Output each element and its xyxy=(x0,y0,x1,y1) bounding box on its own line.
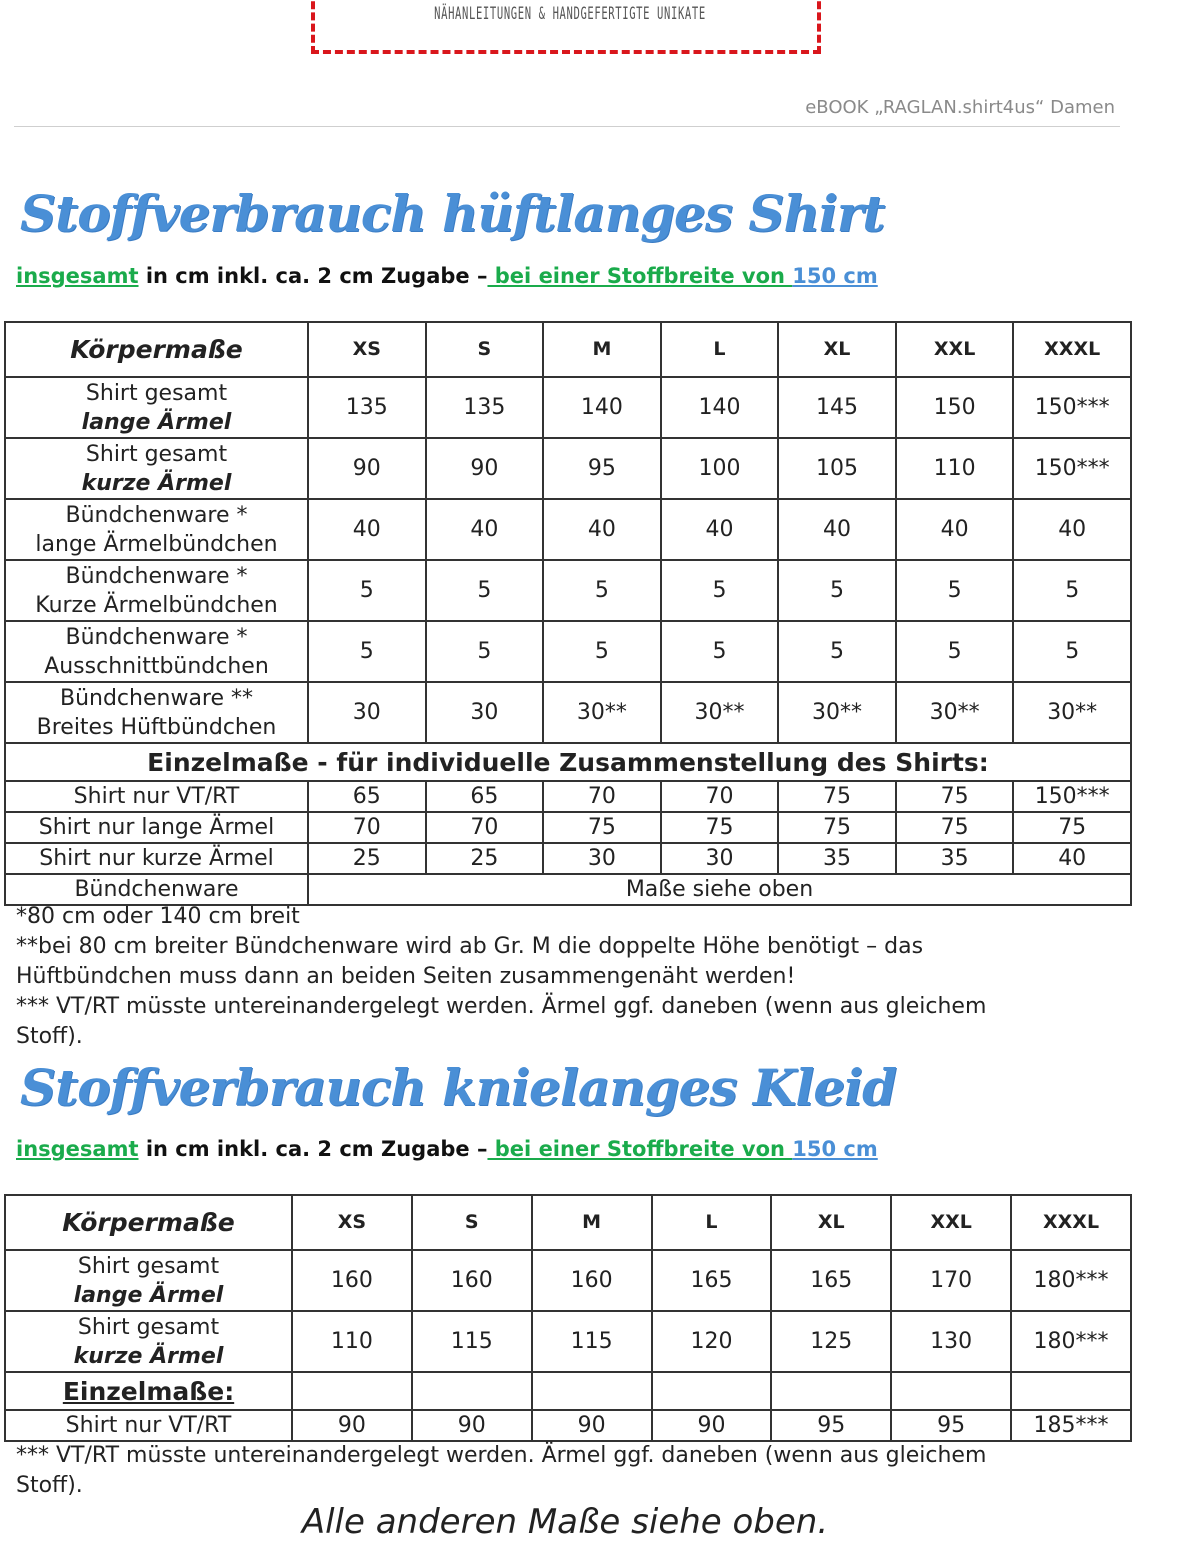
size-header: XXL xyxy=(891,1195,1011,1250)
row-label-line2: Ausschnittbündchen xyxy=(44,653,269,679)
row-label-line1: Shirt gesamt xyxy=(85,441,228,467)
table-cell: 125 xyxy=(771,1311,891,1372)
table-cell: 185*** xyxy=(1011,1410,1131,1441)
merged-cell: Maße siehe oben xyxy=(308,874,1131,905)
table-cell: 75 xyxy=(661,812,779,843)
row-label xyxy=(5,377,308,438)
row-label xyxy=(5,499,308,560)
table-cell: 75 xyxy=(896,812,1014,843)
section2-title: Stoffverbrauch knielanges Kleid xyxy=(20,1058,897,1117)
row-label-line1: Bündchenware * xyxy=(65,624,248,650)
section2-subtitle xyxy=(16,1137,878,1161)
table-cell: 75 xyxy=(778,781,896,812)
row-label: Shirt nur kurze Ärmel xyxy=(5,843,308,874)
table-cell: 70 xyxy=(426,812,544,843)
size-header: XS xyxy=(308,322,426,377)
table-cell: 40 xyxy=(308,499,426,560)
table-cell: 35 xyxy=(778,843,896,874)
table-cell: 5 xyxy=(778,621,896,682)
subtitle-width-value: 150 cm xyxy=(792,1137,878,1161)
header-divider xyxy=(14,126,1120,127)
ebook-title: eBOOK „RAGLAN.shirt4us“ Damen xyxy=(805,97,1115,118)
row-label-line1: Shirt gesamt xyxy=(77,1314,220,1340)
table-cell: 65 xyxy=(426,781,544,812)
size-header: XXXL xyxy=(1013,322,1131,377)
table-row xyxy=(5,874,1131,905)
table-cell: 90 xyxy=(308,438,426,499)
empty-cell xyxy=(652,1372,772,1410)
table-cell: 90 xyxy=(292,1410,412,1441)
table-cell: 30 xyxy=(661,843,779,874)
table-row xyxy=(5,1311,1131,1372)
table-row xyxy=(5,682,1131,743)
table-cell: 115 xyxy=(532,1311,652,1372)
row-label-line2: Breites Hüftbündchen xyxy=(36,714,277,740)
empty-cell xyxy=(1011,1372,1131,1410)
note-line: *80 cm oder 140 cm breit xyxy=(16,904,300,929)
size-header: M xyxy=(532,1195,652,1250)
table-cell: 110 xyxy=(292,1311,412,1372)
table-row xyxy=(5,560,1131,621)
subtitle-unit-note: in cm inkl. ca. 2 cm Zugabe – xyxy=(138,1137,488,1161)
table-cell: 75 xyxy=(543,812,661,843)
table-cell: 145 xyxy=(778,377,896,438)
table-cell: 35 xyxy=(896,843,1014,874)
size-header: L xyxy=(652,1195,772,1250)
table-cell: 70 xyxy=(543,781,661,812)
section1-subtitle xyxy=(16,264,878,288)
table-row xyxy=(5,812,1131,843)
table-cell: 180*** xyxy=(1011,1311,1131,1372)
fabric-table-dress xyxy=(4,1194,1132,1442)
table-cell: 165 xyxy=(652,1250,772,1311)
note-line: *** VT/RT müsste untereinandergelegt werden. Ärmel ggf. daneben (wenn aus gleichem xyxy=(16,1443,987,1468)
row-label-line2: lange Ärmel xyxy=(73,1282,224,1308)
single-measure-header-row xyxy=(5,743,1131,781)
size-header: XS xyxy=(292,1195,412,1250)
table-cell: 5 xyxy=(896,621,1014,682)
table-row xyxy=(5,1410,1131,1441)
table-cell: 40 xyxy=(661,499,779,560)
row-label-line1: Shirt gesamt xyxy=(77,1253,220,1279)
table-cell: 75 xyxy=(1013,812,1131,843)
table-cell: 40 xyxy=(1013,499,1131,560)
subtitle-unit-note: in cm inkl. ca. 2 cm Zugabe – xyxy=(138,264,488,288)
table-cell: 150*** xyxy=(1013,438,1131,499)
empty-cell xyxy=(292,1372,412,1410)
table-row xyxy=(5,377,1131,438)
row-label xyxy=(5,682,308,743)
size-header: XL xyxy=(778,322,896,377)
table-cell: 40 xyxy=(778,499,896,560)
size-header: S xyxy=(412,1195,532,1250)
note-line: Stoff). xyxy=(16,1473,83,1498)
table-cell: 30 xyxy=(426,682,544,743)
table-row xyxy=(5,621,1131,682)
table-cell: 95 xyxy=(543,438,661,499)
row-label: Bündchenware xyxy=(5,874,308,905)
row-label-line1: Bündchenware ** xyxy=(59,685,254,711)
single-measure-heading: Einzelmaße: xyxy=(5,1372,292,1410)
subtitle-width-note: bei einer Stoffbreite von xyxy=(487,264,793,288)
row-label-line2: lange Ärmelbündchen xyxy=(35,531,278,557)
table-row xyxy=(5,499,1131,560)
row-label xyxy=(5,1250,292,1311)
table-row xyxy=(5,1250,1131,1311)
table-cell: 5 xyxy=(661,560,779,621)
row-label-line1: Bündchenware * xyxy=(65,502,248,528)
single-measure-heading: Einzelmaße - für individuelle Zusammenstellung des Shirts: xyxy=(5,743,1131,781)
section2-notes xyxy=(16,1441,1116,1501)
table-cell: 30 xyxy=(308,682,426,743)
section1-notes xyxy=(16,902,1116,1052)
table-cell: 95 xyxy=(891,1410,1011,1441)
table-cell: 135 xyxy=(426,377,544,438)
table-cell: 5 xyxy=(543,560,661,621)
table-cell: 25 xyxy=(308,843,426,874)
table-cell: 5 xyxy=(543,621,661,682)
table-cell: 5 xyxy=(426,560,544,621)
table-cell: 5 xyxy=(778,560,896,621)
table-cell: 170 xyxy=(891,1250,1011,1311)
closing-note: Alle anderen Maße siehe oben. xyxy=(301,1502,829,1542)
single-measure-header-row xyxy=(5,1372,1131,1410)
table-cell: 150*** xyxy=(1013,781,1131,812)
fabric-table-shirt xyxy=(4,321,1132,906)
row-label-line2: kurze Ärmel xyxy=(81,470,232,496)
size-header: L xyxy=(661,322,779,377)
table-cell: 30** xyxy=(1013,682,1131,743)
row-label xyxy=(5,560,308,621)
table-cell: 5 xyxy=(1013,621,1131,682)
subtitle-width-value: 150 cm xyxy=(792,264,878,288)
body-measure-label: Körpermaße xyxy=(5,1195,292,1250)
row-label: Shirt nur VT/RT xyxy=(5,781,308,812)
note-line: Hüftbündchen muss dann an beiden Seiten zusammengenäht werden! xyxy=(16,964,796,989)
size-header: XXXL xyxy=(1011,1195,1131,1250)
row-label xyxy=(5,1311,292,1372)
size-header-row xyxy=(5,1195,1131,1250)
empty-cell xyxy=(532,1372,652,1410)
table-cell: 160 xyxy=(412,1250,532,1311)
table-cell: 40 xyxy=(426,499,544,560)
row-label xyxy=(5,621,308,682)
table-cell: 95 xyxy=(771,1410,891,1441)
table-cell: 75 xyxy=(778,812,896,843)
table-cell: 140 xyxy=(543,377,661,438)
table-cell: 5 xyxy=(308,560,426,621)
table-cell: 70 xyxy=(308,812,426,843)
note-line: **bei 80 cm breiter Bündchenware wird ab Gr. M die doppelte Höhe benötigt – das xyxy=(16,934,924,959)
empty-cell xyxy=(771,1372,891,1410)
table-cell: 165 xyxy=(771,1250,891,1311)
table-cell: 90 xyxy=(412,1410,532,1441)
table-cell: 70 xyxy=(661,781,779,812)
table-cell: 40 xyxy=(543,499,661,560)
table-cell: 90 xyxy=(426,438,544,499)
table-cell: 40 xyxy=(1013,843,1131,874)
table-cell: 140 xyxy=(661,377,779,438)
size-header: XL xyxy=(771,1195,891,1250)
table-cell: 5 xyxy=(1013,560,1131,621)
section1-title: Stoffverbrauch hüftlanges Shirt xyxy=(20,184,885,243)
table-cell: 160 xyxy=(532,1250,652,1311)
table-cell: 90 xyxy=(532,1410,652,1441)
row-label-line2: kurze Ärmel xyxy=(73,1343,224,1369)
table-cell: 100 xyxy=(661,438,779,499)
table-cell: 180*** xyxy=(1011,1250,1131,1311)
row-label-line1: Shirt gesamt xyxy=(85,380,228,406)
row-label: Shirt nur VT/RT xyxy=(5,1410,292,1441)
size-header: S xyxy=(426,322,544,377)
table-row xyxy=(5,438,1131,499)
table-cell: 160 xyxy=(292,1250,412,1311)
table-cell: 30** xyxy=(896,682,1014,743)
empty-cell xyxy=(891,1372,1011,1410)
body-measure-label: Körpermaße xyxy=(5,322,308,377)
table-row xyxy=(5,781,1131,812)
table-cell: 150*** xyxy=(1013,377,1131,438)
logo-text: NÄHANLEITUNGEN & HANDGEFERTIGTE UNIKATE xyxy=(434,4,706,24)
table-cell: 75 xyxy=(896,781,1014,812)
table-cell: 5 xyxy=(308,621,426,682)
table-cell: 5 xyxy=(896,560,1014,621)
table-cell: 25 xyxy=(426,843,544,874)
row-label-line1: Bündchenware * xyxy=(65,563,248,589)
row-label-line2: lange Ärmel xyxy=(81,409,232,435)
table-cell: 65 xyxy=(308,781,426,812)
table-cell: 135 xyxy=(308,377,426,438)
table-cell: 30** xyxy=(661,682,779,743)
row-label xyxy=(5,438,308,499)
table-cell: 130 xyxy=(891,1311,1011,1372)
table-cell: 120 xyxy=(652,1311,772,1372)
note-line: Stoff). xyxy=(16,1024,83,1049)
size-header: M xyxy=(543,322,661,377)
table-cell: 90 xyxy=(652,1410,772,1441)
table-cell: 5 xyxy=(426,621,544,682)
note-line: *** VT/RT müsste untereinandergelegt werden. Ärmel ggf. daneben (wenn aus gleichem xyxy=(16,994,987,1019)
subtitle-total: insgesamt xyxy=(16,1137,139,1161)
subtitle-width-note: bei einer Stoffbreite von xyxy=(487,1137,793,1161)
table-cell: 115 xyxy=(412,1311,532,1372)
empty-cell xyxy=(412,1372,532,1410)
size-header: XXL xyxy=(896,322,1014,377)
subtitle-total: insgesamt xyxy=(16,264,139,288)
table-cell: 110 xyxy=(896,438,1014,499)
table-cell: 5 xyxy=(661,621,779,682)
table-cell: 40 xyxy=(896,499,1014,560)
table-cell: 105 xyxy=(778,438,896,499)
table-cell: 30 xyxy=(543,843,661,874)
table-cell: 30** xyxy=(778,682,896,743)
table-row xyxy=(5,843,1131,874)
row-label-line2: Kurze Ärmelbündchen xyxy=(35,592,278,618)
row-label: Shirt nur lange Ärmel xyxy=(5,812,308,843)
size-header-row xyxy=(5,322,1131,377)
table-cell: 150 xyxy=(896,377,1014,438)
table-cell: 30** xyxy=(543,682,661,743)
